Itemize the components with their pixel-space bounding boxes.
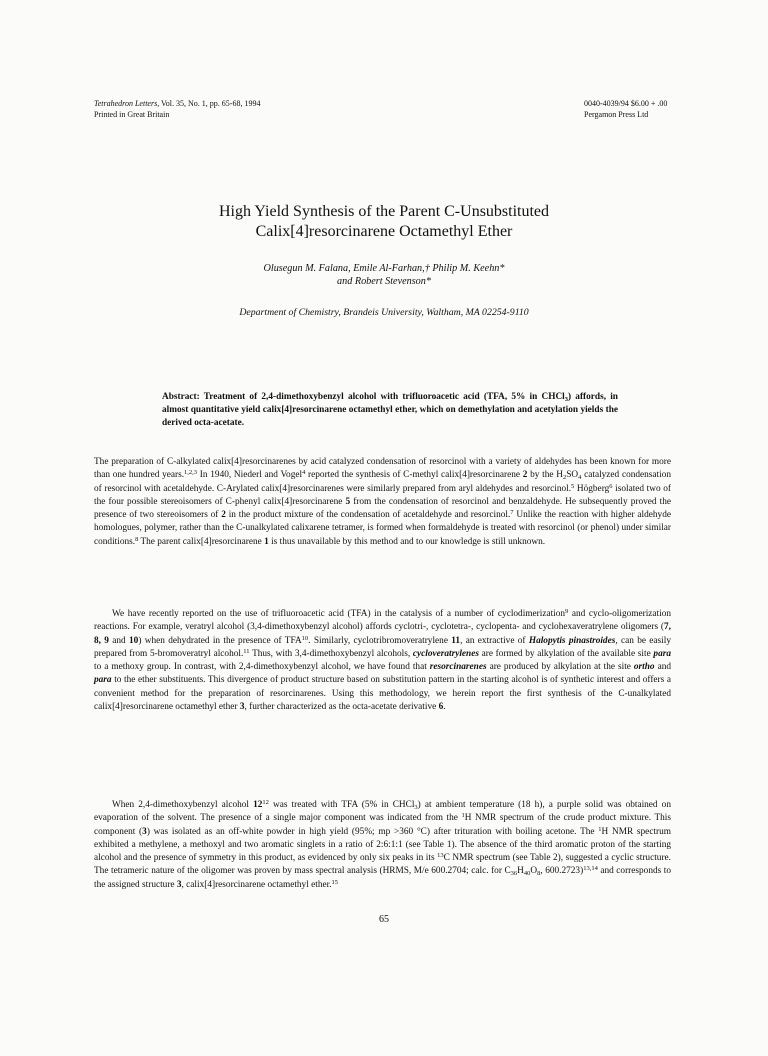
- printed-in: Printed in Great Britain: [94, 110, 170, 119]
- abstract-label: Abstract:: [162, 392, 200, 402]
- author-list: Olusegun M. Falana, Emile Al-Farhan,† Philip M. Keehn* and Robert Stevenson*: [263, 263, 505, 287]
- body-paragraph-1: The preparation of C-alkylated calix[4]resorcinarenes by acid catalyzed condensation of resorcinol with a variety of aldehydes has been known for more than one hundred years.$^{1,2,3}$ In 1940, Niederl and Vogel$^4$ reported the synthesis of C-methyl calix[4]resorcinarene 2 by the $H_2SO_4$ catalyzed condensation of resorcinol with acetaldehyde. C-Arylated calix[4]resorcinarenes were similarly prepared from aryl aldehydes and resorcinol.$^5$ Högberg$^6$ isolated two of the four possible stereoisomers of C-phenyl calix[4]resorcinarene 5 from the condensation of resorcinol and benzaldehyde. He subsequently proved the presence of two stereoisomers of 2 in the product mixture of the condensation of acetaldehyde and resorcinol.$^7$ Unlike the reaction with higher aldehyde homologues, polymer, rather than the C-unalkylated calixarene tetramer, is formed when formaldehyde is treated with resorcinol (or phenol) under similar conditions.$^8$ The parent calix[4]resorcinarene 1 is thus unavailable by this method and to our knowledge is still unknown.: [94, 457, 671, 547]
- body-paragraph-2: We have recently reported on the use of trifluoroacetic acid (TFA) in the catalysis of a number of cyclodimerization$^9$ and cyclo-oligomerization reactions. For example, veratryl alcohol (3,4-dimethoxybenzyl alcohol) affords cyclotri-, cyclotetra-, cyclopenta- and cyclohexaveratrylene oligomers (7, 8, 9 and 10) when dehydrated in the presence of TFA$^{10}$. Similarly, cyclotribromoveratrylene 11, an extractive of Halopytis pinastroides, can be easily prepared from 5-bromoveratryl alcohol.$^{11}$ Thus, with 3,4-dimethoxybenzyl alcohols, cycloveratrylenes are formed by alkylation of the available site para to a methoxy group. In contrast, with 2,4-dimethoxybenzyl alcohol, we have found that resorcinarenes are produced by alkylation at the site ortho and para to the ether substituents. This divergence of product structure based on substitution pattern in the starting alcohol is of synthetic interest and offers a convenient method for the preparation of resorcinarenes. Using this methodology, we herein report the first synthesis of the C-unalkylated calix[4]resorcinarene octamethyl ether 3, further characterized as the octa-acetate derivative 6.: [94, 608, 671, 713]
- publisher: Pergamon Press Ltd: [584, 110, 649, 119]
- journal-citation: Tetrahedron Letters, Vol. 35, No. 1, pp. 65-68, 1994: [94, 99, 261, 108]
- abstract: Abstract: Treatment of 2,4-dimethoxybenzyl alcohol with trifluoroacetic acid (TFA, 5% in CHCl$_3$) affords, in almost quantitative yield calix[4]resorcinarene octamethyl ether, which on demethylation and acetylation yields the derived octa-acetate.: [162, 392, 618, 428]
- running-header-left: [94, 98, 260, 120]
- page-number: 65: [379, 914, 389, 925]
- issn-price: 0040-4039/94 $6.00 + .00: [584, 99, 668, 108]
- affiliation: Department of Chemistry, Brandeis University, Waltham, MA 02254-9110: [239, 307, 529, 318]
- running-header-right: [584, 98, 667, 120]
- article-title: High Yield Synthesis of the Parent C-Unsubstituted Calix[4]resorcinarene Octamethyl Ether: [218, 203, 550, 240]
- body-paragraph-3: When 2,4-dimethoxybenzyl alcohol $12^{12}$ was treated with TFA (5% in CHCl$_3$) at ambient temperature (18 h), a purple solid was obtained on evaporation of the solvent. The presence of a single major component was indicated from the $^1$H NMR spectrum of the crude product mixture. This component (3) was isolated as an off-white powder in high yield (95%; mp >360 °C) after trituration with boiling acetone. The $^1$H NMR spectrum exhibited a methylene, a methoxyl and two aromatic singlets in a ratio of 2:6:1:1 (see Table 1). The absence of the third aromatic proton of the starting alcohol and the presence of symmetry in this product, as evidenced by only six peaks in its $^{13}$C NMR spectrum (see Table 2), suggested a cyclic structure. The tetrameric nature of the oligomer was proven by mass spectral analysis (HRMS, M/e 600.2704; calc. for $C_{36}H_{40}O_8$, 600.2723)$^{13,14}$ and corresponds to the assigned structure 3, calix[4]resorcinarene octamethyl ether.$^{15}$: [94, 799, 671, 890]
